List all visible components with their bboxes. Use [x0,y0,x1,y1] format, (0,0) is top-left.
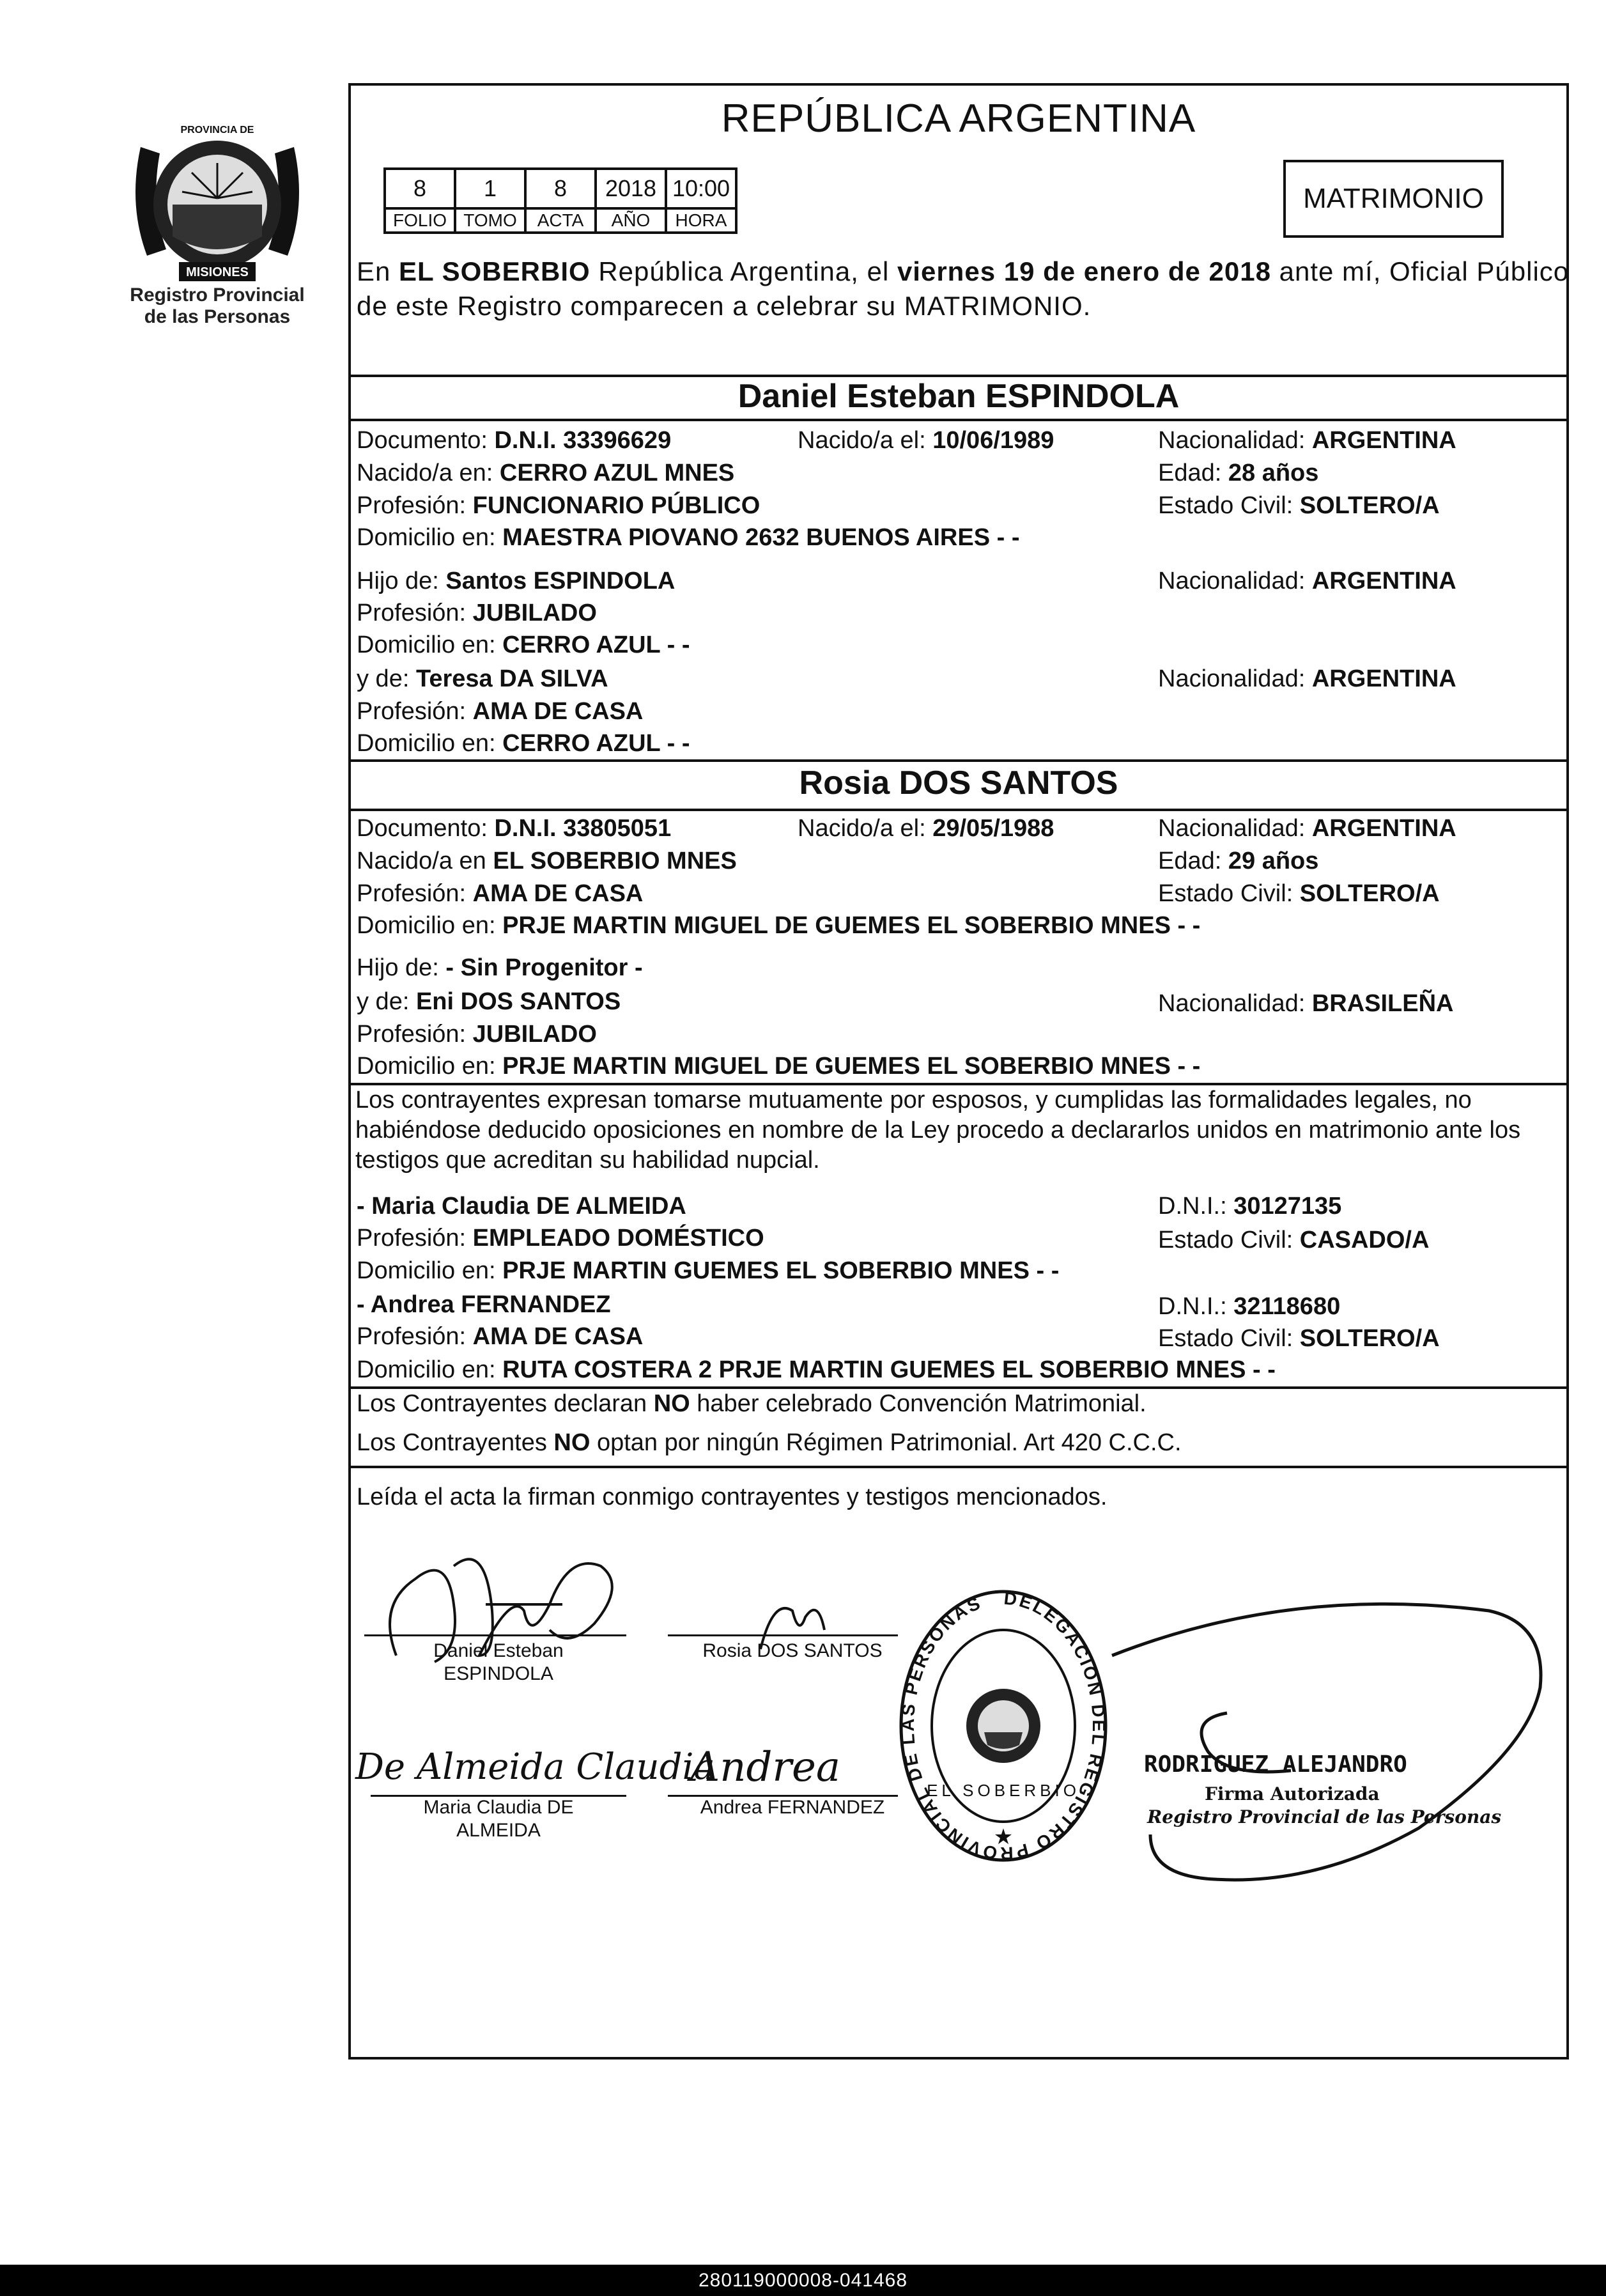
witness1-signature-caption: Maria Claudia DE ALMEIDA [423,1797,574,1841]
witness2-address: Domicilio en: RUTA COSTERA 2 PRJE MARTIN GUEMES EL SOBERBIO MNES - - [357,1356,1276,1383]
groom-profession: Profesión: FUNCIONARIO PÚBLICO [357,492,761,519]
section-divider [351,1466,1566,1468]
bride-age: Edad: 29 años [1158,848,1319,874]
groom-mother: y de: Teresa DA SILVA [357,665,608,692]
officer-signature-scribble [959,1560,1572,1918]
bride-mother-nationality: Nacionalidad: BRASILEÑA [1158,990,1454,1017]
witness2-dni: D.N.I.: 32118680 [1158,1293,1341,1320]
svg-text:MISIONES: MISIONES [186,265,249,279]
svg-text:PROVINCIA DE: PROVINCIA DE [180,125,254,136]
bride-mother-profession: Profesión: JUBILADO [357,1021,597,1048]
witness1-dni: D.N.I.: 30127135 [1158,1193,1342,1220]
bride-signature-line [668,1634,898,1636]
stamp-ring-text: DELEGACION DEL REGISTRO PROVINCIAL DE LAS PERSONAS [897,1588,1109,1864]
section-divider [351,419,1566,421]
bride-documento: Documento: D.N.I. 33805051 [357,815,672,842]
tomo-label: TOMO [455,208,525,233]
groom-name: Daniel Esteban ESPINDOLA [737,378,1180,415]
registry-table [383,167,737,234]
closing-text: Leída el acta la firman conmigo contrayentes y testigos mencionados. [357,1484,1108,1510]
witness2-signature-caption: Andrea FERNANDEZ [700,1797,885,1818]
groom-signature-caption: Daniel Esteban ESPINDOLA [433,1640,564,1684]
groom-civil-status: Estado Civil: SOLTERO/A [1158,492,1440,519]
witness1-signature-script: De Almeida Claudia [355,1746,715,1788]
folio-value: 8 [385,169,455,208]
groom-mother-nationality: Nacionalidad: ARGENTINA [1158,665,1456,692]
groom-mother-profession: Profesión: AMA DE CASA [357,698,644,725]
footer-code: 280119000008-041468 [0,2265,1606,2296]
bride-nationality: Nacionalidad: ARGENTINA [1158,815,1456,842]
bride-birthplace: Nacido/a en EL SOBERBIO MNES [357,848,737,874]
regimen-text: Los Contrayentes NO optan por ningún Régimen Patrimonial. Art 420 C.C.C. [357,1429,1182,1456]
groom-documento: Documento: D.N.I. 33396629 [357,427,672,454]
anio-label: AÑO [596,208,666,233]
groom-nationality: Nacionalidad: ARGENTINA [1158,427,1456,454]
groom-father-profession: Profesión: JUBILADO [357,600,597,626]
groom-father-address: Domicilio en: CERRO AZUL - - [357,632,690,658]
bride-father: Hijo de: - Sin Progenitor - [357,954,643,981]
groom-father-nationality: Nacionalidad: ARGENTINA [1158,568,1456,594]
folio-label: FOLIO [385,208,455,233]
officer-role: Firma Autorizada [1205,1783,1380,1804]
svg-text:★: ★ [993,1825,1014,1849]
witness1-address: Domicilio en: PRJE MARTIN GUEMES EL SOBERBIO MNES - - [357,1257,1060,1284]
page-title: REPÚBLICA ARGENTINA [721,97,1196,141]
section-divider [351,759,1566,762]
bride-civil-status: Estado Civil: SOLTERO/A [1158,880,1440,907]
witness2-profession: Profesión: AMA DE CASA [357,1323,644,1350]
act-type-box: MATRIMONIO [1283,160,1504,238]
bride-mother-address: Domicilio en: PRJE MARTIN MIGUEL DE GUEMES EL SOBERBIO MNES - - [357,1053,1201,1080]
officer-office: Registro Provincial de las Personas [1147,1806,1502,1827]
acta-value: 8 [525,169,596,208]
witness1-name: - Maria Claudia DE ALMEIDA [357,1193,686,1220]
groom-address: Domicilio en: MAESTRA PIOVANO 2632 BUENOS AIRES - - [357,524,1020,551]
groom-signature-line [364,1634,626,1636]
groom-age: Edad: 28 años [1158,460,1319,486]
groom-birthplace: Nacido/a en: CERRO AZUL MNES [357,460,735,486]
stamp-inner-text: EL SOBERBIO [927,1781,1080,1800]
hora-value: 10:00 [666,169,736,208]
convencion-text: Los Contrayentes declaran NO haber celebrado Convención Matrimonial. [357,1390,1147,1417]
witness1-civil-status: Estado Civil: CASADO/A [1158,1227,1430,1253]
bride-mother: y de: Eni DOS SANTOS [357,988,621,1015]
acta-label: ACTA [525,208,596,233]
declaration-text: Los contrayentes expresan tomarse mutuamente por esposos, y cumplidas las formalidades legales, no habiéndose deducido oposiciones en nombre de la Ley procedo a declararlos unidos en matrimonio ante los testigos que acreditan su habilidad nupcial. [355,1087,1521,1174]
hora-label: HORA [666,208,736,233]
witness1-profession: Profesión: EMPLEADO DOMÉSTICO [357,1225,764,1252]
bride-birthdate: Nacido/a el: 29/05/1988 [798,815,1054,842]
seal-caption: Registro Provincial de las Personas [130,284,305,327]
groom-father: Hijo de: Santos ESPINDOLA [357,568,676,594]
witness2-name: - Andrea FERNANDEZ [357,1291,611,1318]
bride-signature-caption: Rosia DOS SANTOS [702,1640,883,1661]
bride-address: Domicilio en: PRJE MARTIN MIGUEL DE GUEMES EL SOBERBIO MNES - - [357,912,1201,939]
bride-name: Rosia DOS SANTOS [799,764,1118,802]
bride-profession: Profesión: AMA DE CASA [357,880,644,907]
witness2-civil-status: Estado Civil: SOLTERO/A [1158,1325,1440,1352]
groom-mother-address: Domicilio en: CERRO AZUL - - [357,730,690,757]
intro-paragraph: En EL SOBERBIO República Argentina, el viernes 19 de enero de 2018 ante mí, Oficial Público de este Registro comparecen a celebrar su MATRIMONIO. [357,256,1570,321]
provincial-seal-emblem [115,109,320,300]
anio-value: 2018 [596,169,666,208]
officer-name: RODRIGUEZ ALEJANDRO [1144,1751,1407,1778]
tomo-value: 1 [455,169,525,208]
groom-birthdate: Nacido/a el: 10/06/1989 [798,427,1054,454]
section-divider [351,809,1566,811]
witness2-signature-script: Andrea [690,1744,841,1791]
